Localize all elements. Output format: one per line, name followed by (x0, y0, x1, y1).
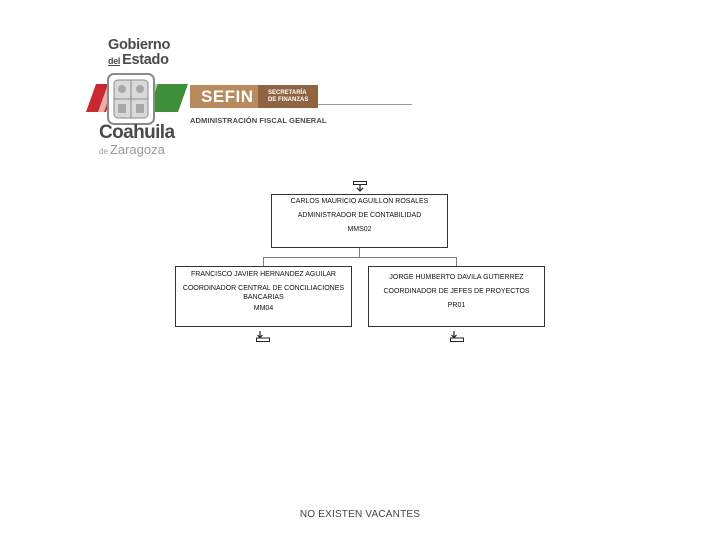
org-node-position: ADMINISTRADOR DE CONTABILIDAD (297, 212, 422, 219)
gobierno-estado: Estado (122, 52, 169, 68)
org-node-name: JORGE HUMBERTO DAVILA GUTIERREZ (389, 274, 524, 281)
org-node-code: PR01 (447, 302, 466, 309)
zaragoza-text (99, 142, 165, 157)
org-node-child-2[interactable] (368, 266, 545, 327)
org-node-name: FRANCISCO JAVIER HERNANDEZ AGUILAR (191, 271, 336, 278)
connector-horizontal (263, 257, 457, 258)
org-node-position: COORDINADOR DE JEFES DE PROYECTOS (383, 288, 530, 295)
gobierno-del: del (108, 56, 121, 66)
connector-root-down (359, 248, 360, 257)
org-node-root[interactable] (271, 194, 448, 248)
down-hierarchy-icon[interactable] (450, 331, 464, 342)
secretaria-badge (258, 85, 318, 108)
coahuila-text: Coahuila (99, 122, 175, 143)
up-hierarchy-icon[interactable] (353, 181, 367, 192)
connector-left-down (263, 257, 264, 266)
gobierno-text (108, 38, 170, 69)
sefin-badge: SEFIN (190, 85, 258, 108)
org-node-name: CARLOS MAURICIO AGUILLON ROSALES (290, 198, 429, 205)
org-node-code: MM04 (253, 305, 274, 312)
zaragoza-de: de (99, 147, 108, 156)
secretaria-line2: DE FINANZAS (268, 97, 309, 103)
gobierno-line1: Gobierno (108, 37, 171, 53)
org-node-child-1[interactable] (175, 266, 352, 327)
zaragoza-word: Zaragoza (109, 142, 165, 157)
org-node-position: COORDINADOR CENTRAL DE CONCILIACIONES BANCARIAS (182, 285, 345, 301)
connector-right-down (456, 257, 457, 266)
header-divider (318, 104, 412, 105)
down-hierarchy-icon[interactable] (256, 331, 270, 342)
org-node-code: MMS02 (347, 226, 372, 233)
vacancies-notice: NO EXISTEN VACANTES (299, 509, 421, 520)
administracion-fiscal-label: ADMINISTRACIÓN FISCAL GENERAL (190, 116, 327, 125)
secretaria-line1: SECRETARÍA (268, 90, 307, 96)
coat-of-arms-icon (104, 72, 158, 126)
